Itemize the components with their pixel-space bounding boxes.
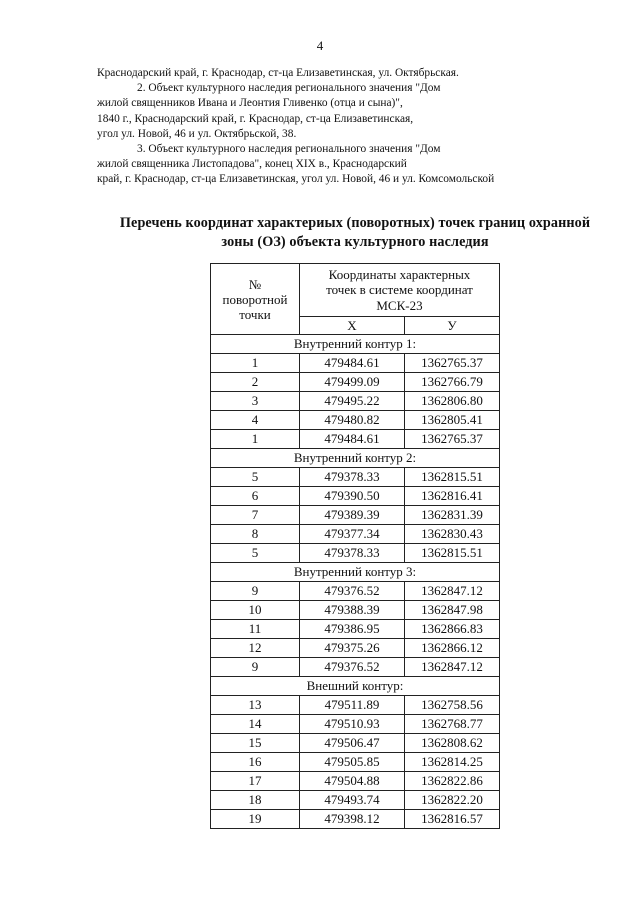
- y-coordinate-cell: 1362815.51: [405, 468, 500, 487]
- y-coordinate-cell: 1362806.80: [405, 392, 500, 411]
- title-line: зоны (ОЗ) объекта культурного наследия: [221, 234, 489, 250]
- table-row: [211, 639, 500, 658]
- y-coordinate-cell: 1362866.12: [405, 639, 500, 658]
- table-row: [211, 810, 500, 829]
- y-coordinate-cell: 1362766.79: [405, 373, 500, 392]
- x-coordinate-cell: 479378.33: [300, 468, 405, 487]
- x-coordinate-cell: 479504.88: [300, 772, 405, 791]
- point-number-cell: 18: [211, 791, 300, 810]
- x-coordinate-cell: 479511.89: [300, 696, 405, 715]
- y-coordinate-cell: 1362831.39: [405, 506, 500, 525]
- table-row: [211, 753, 500, 772]
- intro-text: [97, 66, 597, 188]
- y-coordinate-cell: 1362816.41: [405, 487, 500, 506]
- point-number-cell: 15: [211, 734, 300, 753]
- x-coordinate-cell: 479376.52: [300, 582, 405, 601]
- point-number-cell: 8: [211, 525, 300, 544]
- header-line: МСК-23: [376, 297, 423, 313]
- table-row: [211, 772, 500, 791]
- table-row: [211, 715, 500, 734]
- point-number-cell: 12: [211, 639, 300, 658]
- table-row: [211, 734, 500, 753]
- section-row: [211, 563, 500, 582]
- y-coordinate-cell: 1362815.51: [405, 544, 500, 563]
- point-number-cell: 6: [211, 487, 300, 506]
- header-line: №: [248, 276, 262, 292]
- x-coordinate-cell: 479376.52: [300, 658, 405, 677]
- point-number-cell: 14: [211, 715, 300, 734]
- point-number-cell: 7: [211, 506, 300, 525]
- table-body: [211, 335, 500, 829]
- x-coordinate-cell: 479484.61: [300, 430, 405, 449]
- x-coordinate-cell: 479398.12: [300, 810, 405, 829]
- y-coordinate-cell: 1362816.57: [405, 810, 500, 829]
- table-header: [211, 264, 500, 335]
- y-coordinate-cell: 1362768.77: [405, 715, 500, 734]
- y-coordinate-cell: 1362808.62: [405, 734, 500, 753]
- header-line: точек в системе координат: [326, 282, 473, 298]
- intro-line: 2. Объект культурного наследия регионального значения "Дом: [137, 82, 441, 95]
- point-number-cell: 1: [211, 430, 300, 449]
- coordinates-table: [210, 263, 500, 829]
- x-coordinate-cell: 479495.22: [300, 392, 405, 411]
- point-number-cell: 19: [211, 810, 300, 829]
- section-title: Внутренний контур 3:: [211, 563, 500, 582]
- header-x: Х: [300, 317, 405, 335]
- x-coordinate-cell: 479378.33: [300, 544, 405, 563]
- point-number-cell: 9: [211, 658, 300, 677]
- point-number-cell: 5: [211, 468, 300, 487]
- x-coordinate-cell: 479389.39: [300, 506, 405, 525]
- table-row: [211, 791, 500, 810]
- y-coordinate-cell: 1362847.12: [405, 582, 500, 601]
- point-number-cell: 13: [211, 696, 300, 715]
- table-row: [211, 525, 500, 544]
- y-coordinate-cell: 1362866.83: [405, 620, 500, 639]
- intro-line: 3. Объект культурного наследия регионального значения "Дом: [137, 143, 441, 156]
- point-number-cell: 16: [211, 753, 300, 772]
- x-coordinate-cell: 479499.09: [300, 373, 405, 392]
- intro-line: 1840 г., Краснодарский край, г. Краснодар, ст-ца Елизаветинская,: [97, 112, 414, 125]
- intro-line: Краснодарский край, г. Краснодар, ст-ца Елизаветинская, ул. Октябрьская.: [97, 67, 459, 79]
- point-number-cell: 10: [211, 601, 300, 620]
- y-coordinate-cell: 1362822.86: [405, 772, 500, 791]
- table-row: [211, 658, 500, 677]
- point-number-cell: 2: [211, 373, 300, 392]
- y-coordinate-cell: 1362847.98: [405, 601, 500, 620]
- y-coordinate-cell: 1362805.41: [405, 411, 500, 430]
- table-row: [211, 392, 500, 411]
- point-number-cell: 1: [211, 354, 300, 373]
- point-number-cell: 5: [211, 544, 300, 563]
- y-coordinate-cell: 1362765.37: [405, 354, 500, 373]
- table-row: [211, 544, 500, 563]
- header-line: Координаты характерных: [328, 266, 471, 282]
- header-y: У: [405, 317, 500, 335]
- x-coordinate-cell: 479480.82: [300, 411, 405, 430]
- header-line: поворотной: [222, 291, 288, 307]
- section-row: [211, 677, 500, 696]
- page-number: 4: [316, 38, 324, 53]
- table-row: [211, 354, 500, 373]
- x-coordinate-cell: 479506.47: [300, 734, 405, 753]
- y-coordinate-cell: 1362830.43: [405, 525, 500, 544]
- header-line: точки: [239, 306, 271, 322]
- point-number-cell: 11: [211, 620, 300, 639]
- x-coordinate-cell: 479390.50: [300, 487, 405, 506]
- y-coordinate-cell: 1362765.37: [405, 430, 500, 449]
- table-row: [211, 411, 500, 430]
- point-number-cell: 3: [211, 392, 300, 411]
- table-row: [211, 620, 500, 639]
- section-title: Внутренний контур 2:: [211, 449, 500, 468]
- x-coordinate-cell: 479493.74: [300, 791, 405, 810]
- point-number-cell: 17: [211, 772, 300, 791]
- x-coordinate-cell: 479388.39: [300, 601, 405, 620]
- x-coordinate-cell: 479377.34: [300, 525, 405, 544]
- x-coordinate-cell: 479375.26: [300, 639, 405, 658]
- title-line: Перечень координат характериых (поворотных) точек границ охранной: [119, 215, 591, 231]
- table-row: [211, 582, 500, 601]
- x-coordinate-cell: 479510.93: [300, 715, 405, 734]
- section-row: [211, 335, 500, 354]
- header-point-number: [211, 264, 300, 335]
- table-row: [211, 506, 500, 525]
- table-row: [211, 468, 500, 487]
- point-number-cell: 4: [211, 411, 300, 430]
- section-title: Внешний контур:: [211, 677, 500, 696]
- x-coordinate-cell: 479505.85: [300, 753, 405, 772]
- table-row: [211, 601, 500, 620]
- y-coordinate-cell: 1362814.25: [405, 753, 500, 772]
- table-row: [211, 487, 500, 506]
- section-row: [211, 449, 500, 468]
- header-coordinates: [300, 264, 500, 317]
- table-row: [211, 430, 500, 449]
- intro-line: жилой священника Листопадова", конец XIX в., Краснодарский: [97, 158, 407, 171]
- y-coordinate-cell: 1362758.56: [405, 696, 500, 715]
- y-coordinate-cell: 1362847.12: [405, 658, 500, 677]
- section-title: Внутренний контур 1:: [211, 335, 500, 354]
- table-row: [211, 373, 500, 392]
- y-coordinate-cell: 1362822.20: [405, 791, 500, 810]
- document-title: [95, 214, 615, 252]
- intro-line: край, г. Краснодар, ст-ца Елизаветинская, угол ул. Новой, 46 и ул. Комсомольской: [97, 173, 495, 186]
- table-row: [211, 696, 500, 715]
- point-number-cell: 9: [211, 582, 300, 601]
- intro-line: угол ул. Новой, 46 и ул. Октябрьской, 38.: [97, 127, 297, 140]
- x-coordinate-cell: 479386.95: [300, 620, 405, 639]
- intro-line: жилой священников Ивана и Леонтия Гливенко (отца и сына)",: [97, 97, 403, 110]
- x-coordinate-cell: 479484.61: [300, 354, 405, 373]
